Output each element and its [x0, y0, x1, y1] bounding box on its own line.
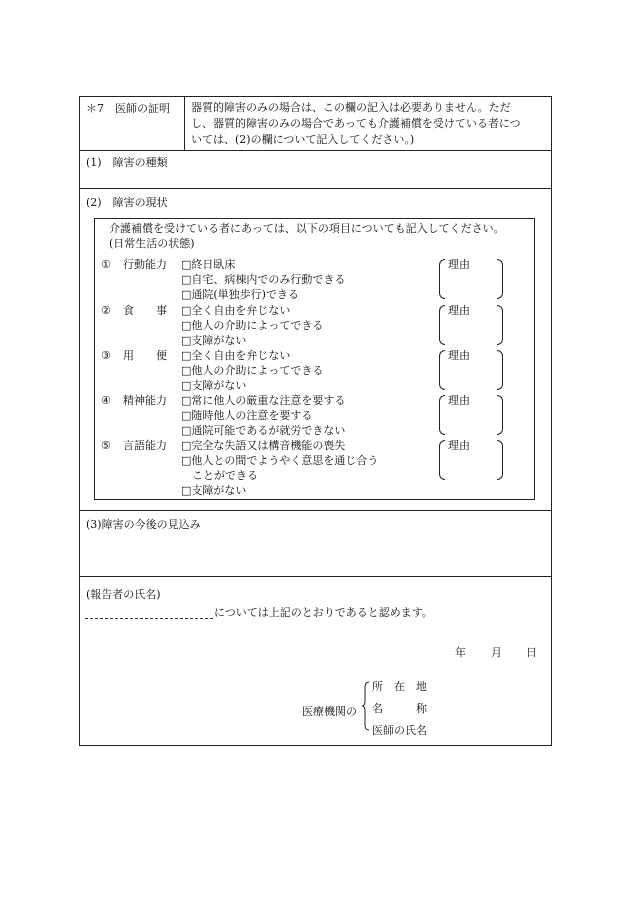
curly-brace-icon	[362, 681, 370, 731]
checkbox-option[interactable]: □自宅、病棟内でのみ行動できる	[181, 273, 346, 286]
doctor-name-label: 医師の氏名	[372, 724, 427, 737]
checkbox-option[interactable]: □随時他人の注意を要する	[181, 409, 313, 422]
checkbox-option[interactable]: □終日臥床	[181, 258, 236, 271]
item-number: ③	[101, 349, 111, 362]
outlook-row[interactable]	[80, 511, 551, 577]
medical-certificate-form	[79, 96, 552, 746]
bracket-left	[439, 259, 445, 299]
item-number: ②	[101, 304, 111, 317]
bracket-left	[439, 350, 445, 390]
checkbox-option[interactable]: □支障がない	[181, 334, 247, 347]
item-name: 行動能力	[123, 258, 167, 271]
disability-type-label: (1) 障害の種類	[86, 156, 168, 169]
current-state-row	[80, 189, 551, 511]
item-name: 精神能力	[123, 394, 167, 407]
section7-note-line-1: 器質的障害のみの場合は、この欄の記入は必要ありません。ただ	[191, 101, 511, 114]
checkbox-option[interactable]: □全く自由を弁じない	[181, 304, 291, 317]
section7-divider	[184, 97, 185, 150]
item-name: 食 事	[123, 304, 167, 317]
outlook-label: (3)障害の今後の見込み	[86, 518, 201, 531]
institution-name-label: 名 称	[372, 702, 427, 715]
item-number: ④	[101, 394, 111, 407]
reason-label: 理由	[448, 394, 470, 407]
reason-label: 理由	[448, 439, 470, 452]
reason-field[interactable]	[439, 259, 503, 299]
reason-field[interactable]	[439, 395, 503, 435]
bracket-right	[497, 395, 503, 435]
date-day: 日	[526, 646, 537, 659]
daily-life-instruction: 介護補償を受けている者にあっては、以下の項目についても記入してください。	[109, 222, 505, 235]
checkbox-option[interactable]: □通院可能であるが就労できない	[181, 424, 346, 437]
section7-label: ＊7 医師の証明	[86, 102, 170, 115]
reporter-name-blank[interactable]	[85, 618, 213, 619]
checkbox-option[interactable]: □全く自由を弁じない	[181, 349, 291, 362]
reporter-name-label: (報告者の氏名)	[86, 588, 161, 601]
reason-field[interactable]	[439, 440, 503, 480]
bracket-right	[497, 305, 503, 345]
checkbox-option[interactable]: □通院(単独歩行)できる	[181, 288, 299, 301]
section7-row	[80, 97, 551, 151]
bracket-right	[497, 259, 503, 299]
daily-life-box	[94, 218, 535, 500]
reason-label: 理由	[448, 349, 470, 362]
checkbox-option[interactable]: □常に他人の厳重な注意を要する	[181, 394, 346, 407]
bracket-left	[439, 395, 445, 435]
checkbox-option[interactable]: □他人との間でようやく意思を通じ合う	[181, 454, 379, 467]
disability-type-row[interactable]	[80, 151, 551, 189]
checkbox-option[interactable]: □他人の介助によってできる	[181, 319, 324, 332]
checkbox-option[interactable]: □支障がない	[181, 379, 247, 392]
reason-field[interactable]	[439, 350, 503, 390]
item-name: 言語能力	[123, 439, 167, 452]
bracket-left	[439, 440, 445, 480]
bracket-right	[497, 440, 503, 480]
bracket-right	[497, 350, 503, 390]
reporter-row	[80, 577, 551, 745]
reason-label: 理由	[448, 304, 470, 317]
date-year: 年	[455, 646, 466, 659]
section7-note-line-3: いては、(2)の欄について記入してください。)	[191, 133, 415, 146]
checkbox-option[interactable]: □支障がない	[181, 484, 247, 497]
reason-label: 理由	[448, 258, 470, 271]
item-number: ①	[101, 258, 111, 271]
daily-life-subheading: (日常生活の状態)	[109, 237, 195, 250]
institution-address-label: 所 在 地	[372, 680, 427, 693]
section7-note-line-2: し、器質的障害のみの場合であっても介護補償を受けている者につ	[191, 117, 521, 130]
checkbox-option[interactable]: □他人の介助によってできる	[181, 364, 324, 377]
institution-label: 医療機関の	[302, 705, 357, 718]
date-month: 月	[491, 646, 502, 659]
reason-field[interactable]	[439, 305, 503, 345]
bracket-left	[439, 305, 445, 345]
item-number: ⑤	[101, 439, 111, 452]
checkbox-option[interactable]: □完全な失語又は構音機能の喪失	[181, 439, 346, 452]
item-name: 用 便	[123, 349, 167, 362]
current-state-label: (2) 障害の現状	[86, 196, 168, 209]
checkbox-option-continuation: ことができる	[181, 469, 258, 482]
certification-statement: については上記のとおりであると認めます。	[214, 606, 433, 619]
